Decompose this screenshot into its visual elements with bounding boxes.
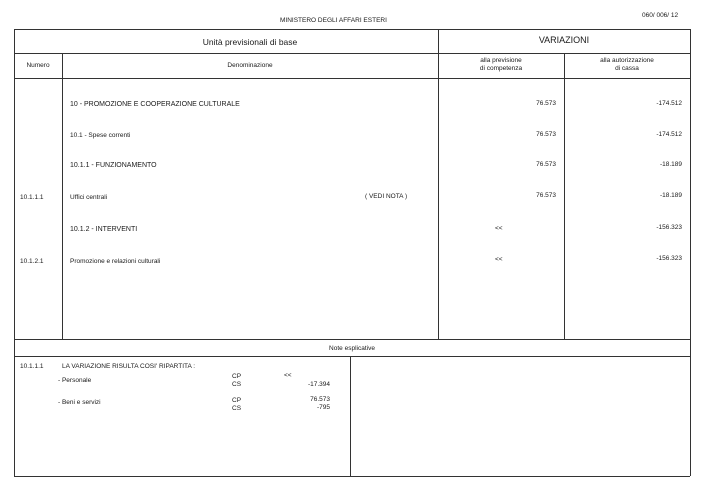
row-denominazione: 10.1.1 - FUNZIONAMENTO	[70, 162, 157, 169]
row-competenza: 76.573	[536, 161, 556, 168]
notes-item-cs-label: CS	[232, 381, 242, 388]
notes-item-label: - Personale	[58, 377, 92, 384]
row-competenza: 76.573	[536, 131, 556, 138]
row-competenza: <<	[495, 256, 503, 263]
row-competenza: 76.573	[536, 192, 556, 199]
row-cassa: -156.323	[656, 255, 682, 262]
notes-item-cs-value: -795	[316, 404, 330, 411]
row-denominazione: Uffici centrali	[70, 194, 108, 201]
col-header-cassa	[564, 57, 690, 73]
notes-numero: 10.1.1.1	[20, 363, 44, 370]
col-header-denominazione: Denominazione	[227, 62, 273, 69]
row-cassa: -156.323	[656, 224, 682, 231]
row-numero: 10.1.2.1	[20, 258, 44, 265]
row-competenza: 76.573	[536, 100, 556, 107]
row-cassa: -18.189	[659, 192, 682, 199]
notes-item-cs-label: CS	[232, 405, 242, 412]
row-denominazione: Promozione e relazioni culturali	[70, 258, 161, 265]
notes-item-cs-value: -17.394	[307, 381, 330, 388]
col-header-previsione-line2: di competenza	[479, 65, 523, 72]
row-denominazione: 10.1 - Spese correnti	[70, 132, 131, 139]
notes-item-label: - Beni e servizi	[58, 399, 101, 406]
row-denominazione: 10 - PROMOZIONE E COOPERAZIONE CULTURALE	[70, 101, 240, 108]
notes-item-cp-value: 76.573	[310, 396, 330, 403]
col-header-numero: Numero	[26, 62, 50, 69]
notes-item-cp-value: <<	[284, 372, 292, 379]
col-header-cassa-line2: di cassa	[615, 65, 639, 72]
row-cassa: -174.512	[656, 131, 682, 138]
group-header-variazioni: VARIAZIONI	[538, 35, 590, 45]
row-denominazione: 10.1.2 - INTERVENTI	[70, 226, 138, 233]
notes-item-cp-label: CP	[232, 397, 242, 404]
notes-item-cp-label: CP	[232, 373, 242, 380]
group-header-unita: Unità previsionali di base	[202, 37, 298, 47]
row-competenza: <<	[495, 225, 503, 232]
col-header-previsione	[438, 57, 564, 73]
row-nota-link[interactable]: ( VEDI NOTA )	[365, 193, 408, 200]
col-header-cassa-line1: alla autorizzazione	[600, 57, 654, 64]
col-header-previsione-line1: alla previsione	[480, 57, 522, 64]
row-cassa: -18.189	[659, 161, 682, 168]
ministry-title: MINISTERO DEGLI AFFARI ESTERI	[280, 17, 387, 24]
row-cassa: -174.512	[656, 100, 682, 107]
notes-heading: LA VARIAZIONE RISULTA COSI' RIPARTITA :	[62, 363, 196, 370]
page-code: 060/ 006/ 12	[642, 12, 679, 19]
row-numero: 10.1.1.1	[20, 194, 44, 201]
notes-title: Note esplicative	[329, 345, 375, 352]
